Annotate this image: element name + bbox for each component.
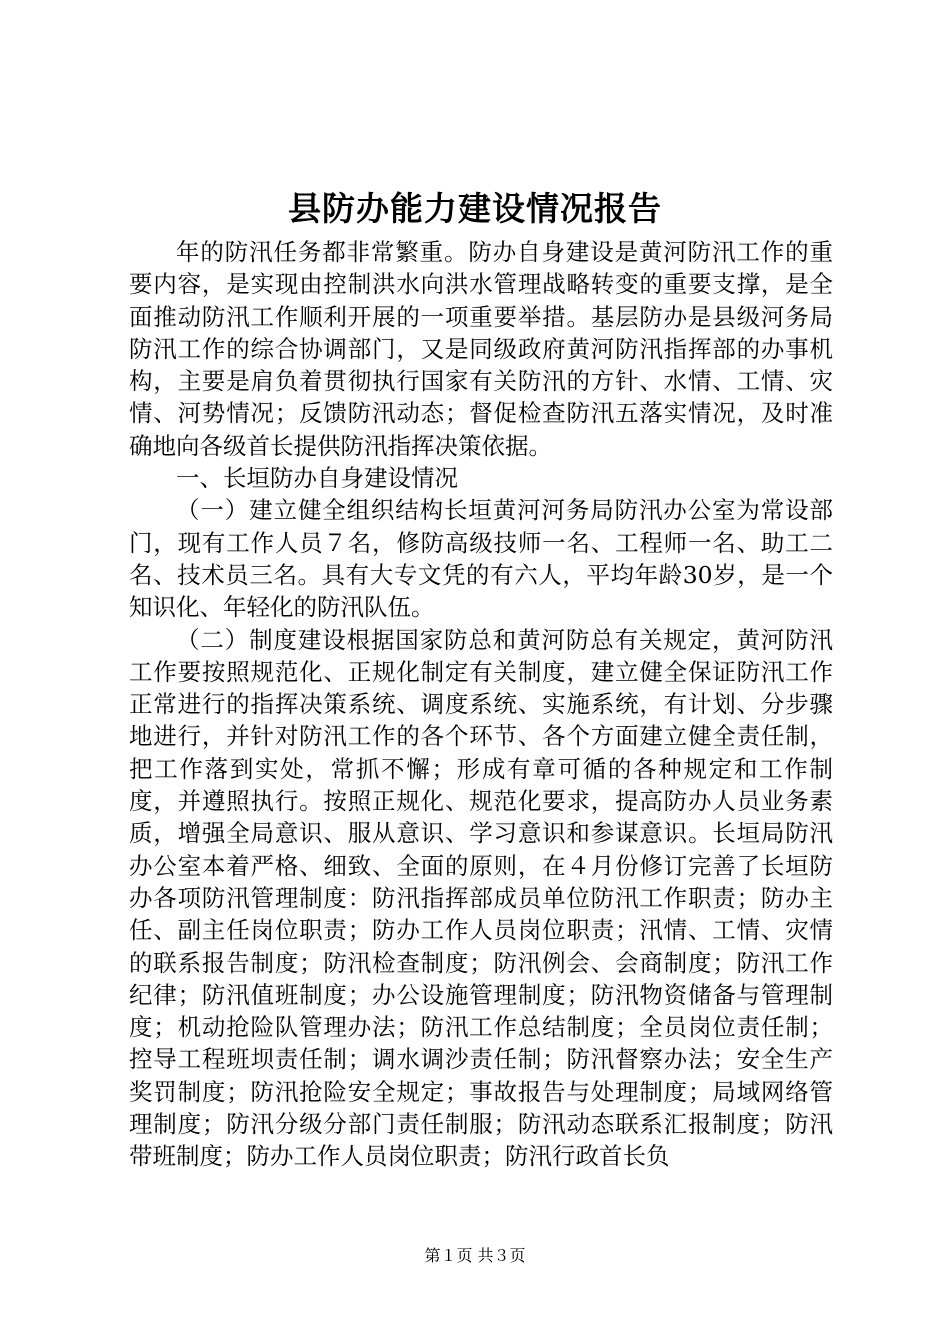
page-footer: 第１页 共３页	[424, 1246, 526, 1265]
org-structure-paragraph: （一）建立健全组织结构长垣黄河河务局防汛办公室为常设部门，现有工作人员７名，修防高级技师一名、工程师一名、助工二名、技术员三名。具有大专文凭的有六人，平均年龄30岁，是一个知识化、年轻化的防汛队伍。	[129, 496, 833, 622]
section-heading: 一、长垣防办自身建设情况	[176, 464, 458, 493]
document-body	[129, 236, 833, 1173]
intro-paragraph: 年的防汛任务都非常繁重。防办自身建设是黄河防汛工作的重要内容，是实现由控制洪水向洪水管理战略转变的重要支撑，是全面推动防汛工作顺利开展的一项重要举措。基层防办是县级河务局防汛工作的综合协调部门，又是同级政府黄河防汛指挥部的办事机构，主要是肩负着贯彻执行国家有关防汛的方针、水情、工情、灾情、河势情况；反馈防汛动态；督促检查防汛五落实情况，及时准确地向各级首长提供防汛指挥决策依据。	[129, 238, 833, 460]
system-building-paragraph: （二）制度建设根据国家防总和黄河防总有关规定，黄河防汛工作要按照规范化、正规化制定有关制度，建立健全保证防汛工作正常进行的指挥决策系统、调度系统、实施系统，有计划、分步骤地进行，并针对防汛工作的各个环节、各个方面建立健全责任制，把工作落到实处，常抓不懈；形成有章可循的各种规定和工作制度，并遵照执行。按照正规化、规范化要求，提高防办人员业务素质，增强全局意识、服从意识、学习意识和参谋意识。长垣局防汛办公室本着严格、细致、全面的原则，在４月份修订完善了长垣防办各项防汛管理制度：防汛指挥部成员单位防汛工作职责；防办主任、副主任岗位职责；防办工作人员岗位职责；汛情、工情、灾情的联系报告制度；防汛检查制度；防汛例会、会商制度；防汛工作纪律；防汛值班制度；办公设施管理制度；防汛物资储备与管理制度；机动抢险队管理办法；防汛工作总结制度；全员岗位责任制；控导工程班坝责任制；调水调沙责任制；防汛督察办法；安全生产奖罚制度；防汛抢险安全规定；事故报告与处理制度；局域网络管理制度；防汛分级分部门责任制服；防汛动态联系汇报制度；防汛带班制度；防办工作人员岗位职责；防汛行政首长负	[129, 625, 833, 1171]
document-title: 县防办能力建设情况报告	[288, 189, 662, 228]
